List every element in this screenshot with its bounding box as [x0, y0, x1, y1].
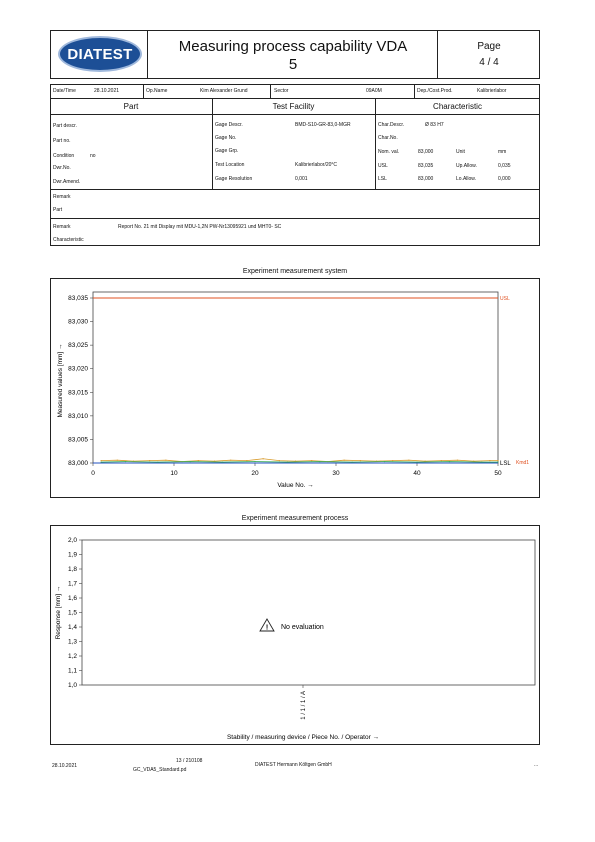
x-tick-label: 0	[91, 470, 95, 477]
data-point	[287, 461, 288, 462]
data-point	[352, 461, 353, 462]
data-point	[344, 460, 345, 461]
y-tick-label: 1,8	[67, 566, 77, 573]
data-point	[101, 461, 102, 462]
section-part: Part	[123, 102, 139, 111]
section-test-facility: Test Facility	[272, 102, 315, 111]
y-tick-label: 1,0	[67, 682, 77, 689]
y-tick-label: 1,2	[67, 653, 77, 660]
data-point	[449, 461, 450, 462]
y-tick-label: 1,9	[67, 551, 77, 559]
y-tick-label: 1,6	[67, 595, 77, 602]
y-tick-label: 83,025	[68, 342, 88, 350]
y-tick-label: 1,4	[67, 624, 77, 631]
data-point	[311, 460, 312, 461]
data-point	[149, 460, 150, 461]
data-point	[319, 461, 320, 462]
data-point	[246, 460, 247, 461]
data-point	[457, 460, 458, 461]
data-point	[497, 460, 498, 461]
chart2-title: Experiment measurement process	[241, 515, 349, 522]
data-point	[222, 461, 223, 462]
y-tick-label: 83,010	[68, 412, 88, 420]
y-tick-label: 83,000	[68, 460, 88, 467]
x-tick-label: 20	[251, 470, 259, 477]
diatest-logo: DIATEST	[58, 36, 142, 72]
chart1-title: Experiment measurement system	[242, 268, 348, 275]
report-title: Measuring process capability VDA 5	[178, 38, 408, 73]
data-point	[392, 460, 393, 461]
footer-date: 28.10.2021	[52, 763, 78, 769]
footer-report-no: 13 / 210108	[176, 758, 203, 764]
data-point	[198, 460, 199, 461]
x-axis-label: Stability / measuring device / Piece No. / Operator →	[226, 734, 380, 741]
lsl-label: LSL	[500, 461, 511, 467]
data-point	[125, 461, 126, 462]
x-axis-label: Value No. →	[277, 482, 314, 489]
data-point	[101, 460, 102, 461]
data-point	[416, 461, 417, 462]
y-tick-label: 1,7	[67, 580, 77, 588]
y-tick-label: 1,5	[67, 609, 77, 617]
x-tick-label: 30	[332, 470, 340, 477]
data-point	[279, 460, 280, 461]
data-point	[441, 460, 442, 461]
x-tick-label: 40	[413, 470, 421, 477]
x-tick-label: 10	[170, 470, 178, 477]
page-number: 4 / 4	[479, 57, 499, 68]
data-point	[489, 460, 490, 461]
data-point	[117, 460, 118, 461]
chart2-svg	[50, 525, 540, 745]
y-tick-label: 83,020	[68, 365, 88, 373]
page-label: Page	[477, 41, 501, 52]
footer-company: DIATEST Hermann Költgen GmbH	[255, 762, 332, 768]
data-point	[254, 461, 255, 462]
header-divider	[147, 30, 148, 79]
data-point	[190, 461, 191, 462]
data-point	[408, 460, 409, 461]
data-point	[384, 461, 385, 462]
y-axis-label: Measured values [mm] →	[57, 343, 64, 418]
x-tick-label: 50	[494, 470, 502, 477]
no-evaluation-note: No evaluation	[281, 624, 324, 631]
y-tick-label: 83,030	[68, 318, 88, 326]
data-point	[481, 461, 482, 462]
series-line-0	[101, 459, 498, 462]
data-point	[230, 460, 231, 461]
section-characteristic: Characteristic	[433, 102, 482, 111]
data-point	[157, 461, 158, 462]
y-tick-label: 1,3	[67, 638, 77, 646]
y-tick-label: 83,005	[68, 436, 88, 444]
footer-ellipsis: ...	[534, 762, 539, 768]
warning-icon-mark: !	[265, 624, 269, 632]
data-point	[497, 461, 498, 462]
data-point	[165, 460, 166, 461]
x-category-label: 1 / 1 / 1 / A	[301, 691, 307, 720]
plot-area	[93, 292, 498, 463]
data-point	[263, 458, 264, 459]
header-divider	[437, 30, 438, 79]
usl-label: USL	[500, 296, 510, 302]
y-tick-label: 83,035	[68, 295, 88, 302]
y-tick-label: 1,1	[67, 667, 77, 675]
footer-file: GC_VDA5_Standard.pd	[133, 767, 187, 773]
chart1-svg	[50, 278, 540, 498]
series-label: Kmd1	[516, 460, 530, 466]
plot-area	[82, 540, 535, 685]
y-tick-label: 83,015	[68, 389, 88, 397]
y-axis-label: Response [mm] →	[55, 585, 62, 640]
data-point	[360, 460, 361, 461]
y-tick-label: 2,0	[67, 537, 77, 544]
